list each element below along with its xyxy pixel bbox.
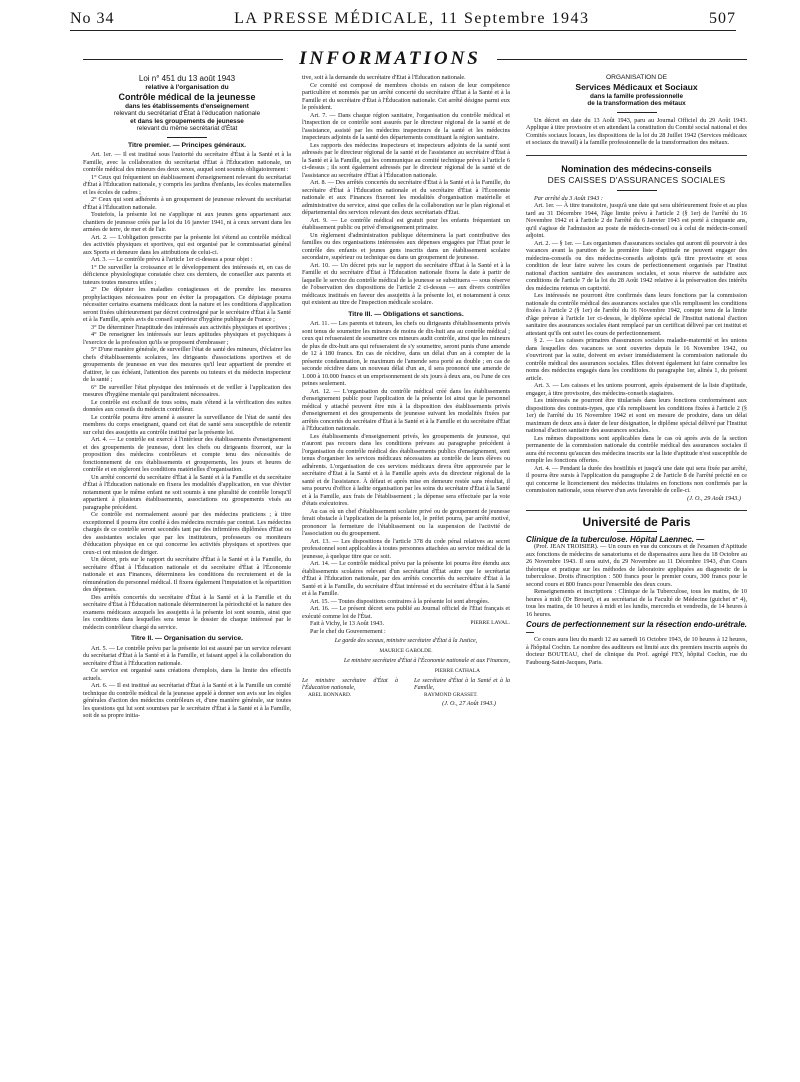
paragraph: Ce service est organisé sans créations d'emplois, dans la limite des effectifs actuels. <box>83 667 291 682</box>
paragraph: Les rapports des médecins inspecteurs et inspecteurs adjoints de la santé sont adressés par le directeur régional de la santé et de l'assistance au secrétaire d'État à la Santé et à la Famille, qui les communique au comité technique prévu à l'article 6 ci-dessus ; ils sont également adressés par le directeur régional de la santé et de l'assistance au secrétaire d'État à l'Éducation nationale. <box>302 141 510 179</box>
paragraph: Des arrêtés concertés du secrétaire d'État à la Santé et à la Famille et du secrétaire d'État à l'Éducation nationale détermineront la périodicité et la nature des examens médicaux auxquels les assujettis à la présente loi sont soumis, ainsi que les conditions dans lesquelles sera tenue le dossier de chaque intéressé par le médecin contrôleur chargé du service. <box>83 593 291 631</box>
minister-health: Le secrétaire d'État à la Santé et à la Famille, <box>414 678 510 691</box>
section-title: Titre premier. — Principes généraux. <box>127 141 247 149</box>
paragraph: Art. 12. — L'organisation du contrôle médical créé dans les établissements d'enseignement public pour l'application de la présente loi ainsi que le personnel médical y attaché peuvent être mis à la disposition des établissements privés d'enseignement et des groupements de jeunesse suivant les modalités fixées par arrêtés concertés du secrétaire d'État à la Santé et à la Famille et du secrétaire d'État à l'Éducation nationale. <box>302 387 510 432</box>
paragraph: 3° De déterminer l'inaptitude des intéressés aux activités physiques et sportives ; <box>91 323 291 331</box>
signature-block-health <box>414 678 510 700</box>
paragraph: Art. 16. — Le présent décret sera publié au Journal officiel de l'État français et exécuté comme loi de l'État. <box>302 605 510 620</box>
paragraph: 2° Ceux qui sont adhérents à un groupement de jeunesse relevant du secrétariat d'État à l'Éducation nationale. <box>83 196 291 211</box>
issue-number: No 34 <box>70 10 115 27</box>
journal-title: LA PRESSE MÉDICALE, 11 Septembre 1943 <box>234 10 590 27</box>
paragraph: Les intéressés ne pourront être confirmés dans leurs fonctions par la commission nationale du contrôle médical des assurances sociales que s'ils remplissent les conditions fixées à l'article 2 (§ 1er) de l'arrêté du 16 Novembre 1942, compte tenu de la limite d'âge prévue à l'article 1er ci-dessus, le diplôme spécial de l'Institut national d'action sanitaire des assurances sociales étant remplacé par un certificat délivré par cet institut et attestant qu'ils ont suivi les cours de perfectionnement. <box>526 292 747 337</box>
final-signatures <box>302 678 510 700</box>
paragraph: Art. 11. — Les parents et tuteurs, les chefs ou dirigeants d'établissements privés sont tenus de soumettre les mineurs de moins de dix-huit ans au contrôle médical ; ceux qui refuseraient de soumettre ces mineurs audit contrôle, ainsi que les mineurs de plus de dix-huit ans qui refuseraient de s'y soumettre, seront punis d'une amende de 12 à 180 francs. En cas de récidive, dans un délai d'un an à compter de la présente condamnation, le maximum de l'amende sera porté au double ; en cas de seconde récidive dans un nouveau délai d'un an, il sera prononcé une amende de 1.000 à 10.000 francs et un emprisonnement de six jours à deux ans, ou l'une de ces peines seulement. <box>302 320 510 387</box>
paragraph: Art. 2. — § 1er. — Les organismes d'assurances sociales qui auront dû pourvoir à des vacances avant la parution de la première liste d'aptitude ne peuvent engager des médecins-conseils ou des médecins-conseils adjoints qu'à titre provisoire et sous condition de leur faire suivre les cours de perfectionnement organisés par l'Institut national d'action sanitaire des assurances sociales, et sous réserve de satisfaire aux conditions de l'article 7 de la loi du 28 Août 1942 relative à la préservation des intérêts des médecins retenus en captivité. <box>526 239 747 292</box>
paragraph: § 2. — Les caisses primaires d'assurances sociales maladie-maternité et les unions dans lesquelles des vacances se sont ouvertes depuis le 16 Novembre 1942, ou s'ouvriront par la suite, doivent en aviser immédiatement la commission nationale du contrôle médical des assurances sociales. Elles doivent également lui faire connaître les noms des médecins engagés dans les conditions du paragraphe 1er, alinéa 1, du présent article. <box>526 337 747 382</box>
paragraph: Un arrêté concerté du secrétaire d'État à la Santé et à la Famille et du secrétaire d'État à l'Éducation nationale en fixera les modalités d'application, en vue d'éviter notamment que le même enfant ne soit soumis à une pluralité de contrôle lorsqu'il appartient à plusieurs établissements, associations ou groupements visés au paragraphe précédent. <box>83 473 291 511</box>
paragraph: Art. 3. — Le contrôle prévu à l'article 1er ci-dessus a pour objet : <box>91 256 253 263</box>
law-subtitle: relative à l'organisation du <box>145 84 229 91</box>
paragraph: 2° De dépister les maladies contagieuses et de prendre les mesures prophylactiques nécessaires pour en éviter la propagation. Ce dépistage pourra nécessiter certains examens médicaux dont la nature et les conditions d'application seront fixées ultérieurement par décret contresigné par le secrétaire d'État à la Santé et à la Famille, après avis du conseil supérieur d'hygiène publique de France ; <box>83 286 291 323</box>
paragraph: Art. 5. — Le contrôle prévu par la présente loi est assuré par un service relevant du secrétariat d'État à la Santé et à la Famille, et faisant appel à la collaboration du secrétaire d'État à l'Éducation nationale. <box>83 644 291 667</box>
paragraph: Les intéressés ne pourront être titularisés dans leurs fonctions conformément aux dispositions des contrats-types, que s'ils remplissent les conditions fixées à l'article 2 (§ 1er) de l'arrêté du 16 Novembre 1942 et sont en mesure de produire, dans un délai maximum de deux ans à dater de leur désignation, le diplôme spécial délivré par l'Institut national d'action sanitaire des assurances sociales. <box>526 397 747 434</box>
minister-economy: Le ministre secrétaire d'État à l'Économie nationale et aux Finances, <box>343 658 510 664</box>
paragraph: 5° D'une manière générale, de surveiller l'état de santé des mineurs, d'éclairer les chefs d'établissements scolaires, les dirigeants d'associations sportives et de groupements de jeunesse en vue des mesures qu'il leur appartient de prendre et d'attirer, le cas échéant, l'attention des parents ou tuteurs et du médecin inspecteur de la santé ; <box>83 346 291 383</box>
paragraph: Le contrôle est exclusif de tous soins, mais s'étend à la vérification des suites données aux conseils du médecin contrôleur. <box>83 398 291 413</box>
minister-education: Le ministre secrétaire d'État à l'Éducation nationale, <box>302 678 398 691</box>
signatory-bonnard: ABEL BONNARD. <box>308 692 352 698</box>
org-heading-2: Services Médicaux et Sociaux <box>575 81 698 92</box>
paragraph: Un règlement d'administration publique déterminera la part contributive des familles ou des organisations intéressées aux dépenses engagées par l'État pour le contrôle des enfants et jeunes gens inscrits dans un établissement scolaire secondaire, supérieur ou technique ou dans un groupement de jeunesse. <box>302 231 510 261</box>
paragraph: Art. 4. — Pendant la durée des hostilités et jusqu'à une date qui sera fixée par arrêté, il pourra être sursis à l'application du paragraphe 2 de l'article 8 de l'arrêté précité en ce qui concerne le licenciement des médecins titulaires en fonctions non confirmés par la commission nationale, sous réserve d'un avis favorable de celle-ci. <box>526 464 747 494</box>
page-number: 507 <box>709 10 736 27</box>
section-banner: INFORMATIONS <box>299 48 481 69</box>
law-title: Loi n° 451 du 13 août 1943 <box>138 74 236 83</box>
paragraph: Art. 1er. — À titre transitoire, jusqu'à une date qui sera ultérieurement fixée et au plus tard au 31 Décembre 1944, l'âge limite prévu à l'article 2 (§ 1er) de l'arrêté du 16 Novembre 1942 et à l'article 2 de l'arrêté du 6 Janvier 1943 est porté à cinquante ans, qu'il s'agisse de l'admission au poste de médecin-conseil ou à celui de médecin-conseil adjoint. <box>526 202 747 239</box>
paragraph: Ce contrôle est normalement assuré par des médecins praticiens ; à titre exceptionnel il pourra être confié à des médecins recrutés par contrat. Les médecins chargés de ce contrôle seront secondés tant par des infirmières diplômées d'État ou des assistantes sociales que par les instituteurs, professeurs ou moniteurs d'éducation physique en ce qui concerne les activités physiques et sportives que ceux-ci ont mission de diriger. <box>83 511 291 556</box>
divider <box>617 190 657 191</box>
clinic-heading: Clinique de la tuberculose. Hôpital Laennec. — <box>526 534 705 544</box>
paragraph: Art. 10. — Un décret pris sur le rapport du secrétaire d'État à la Santé et à la Famille et du secrétaire d'État à l'Éducation nationale fixera la date à partir de laquelle le service du contrôle médical de la jeunesse se substituera — sous réserve de l'observation des dispositions de l'article 2 ci-dessus — aux divers contrôles médicaux institués en faveur des assujettis à la présente loi, et notamment à ceux qui existent au titre de l'inspection médicale scolaire. <box>302 261 510 306</box>
paragraph: Le contrôle pourra être amené à assurer la surveillance de l'état de santé des membres du corps enseignant, quand cet état de santé sera susceptible de retentir sur celui des assujettis au contrôle institué par la présente loi. <box>83 413 291 436</box>
paragraph: 1° De surveiller la croissance et le développement des intéressés et, en cas de déficience physiologique constatée chez ces derniers, de conseiller aux parents et tuteurs toutes mesures utiles ; <box>83 263 291 286</box>
paragraph: Art. 4. — Le contrôle est exercé à l'intérieur des établissements d'enseignement et des groupements de jeunesse, dont les chefs ou dirigeants fixeront, sur la proposition des médecins contrôleurs et compte tenu des nécessités de fonctionnement de ces établissements et groupements, les jours et heures de contrôle et en règleront les conditions matérielles d'organisation. <box>83 436 291 473</box>
government-line: Par le chef du Gouvernement : <box>310 627 386 635</box>
paragraph: Renseignements et inscriptions : Clinique de la Tuberculose, tous les matins, de 10 heures à midi (Dr Brouet), et au secrétariat de la Faculté de Médecine (guichet n° 4), tous les matins, de 10 heures à midi et les lundis, mercredis et vendredis, de 14 heures à 16 heures. <box>526 588 747 618</box>
paragraph: Les mêmes dispositions sont applicables dans le cas où après avis de la section permanente de la commission nationale du contrôle médical des assurances sociales il aura été reconnu qu'aucun des médecins inscrits sur la liste d'aptitude n'est susceptible de remplir les fonctions offertes. <box>526 434 747 464</box>
journal-officiel-ref: (J. O., 29 Août 1943.) <box>687 494 741 502</box>
section-title: Titre III. — Obligations et sanctions. <box>348 310 464 318</box>
paragraph: Art. 9. — Le contrôle médical est gratuit pour les enfants fréquentant un établissement public ou privé d'enseignement primaire. <box>302 216 510 231</box>
signature-block-education <box>302 678 398 700</box>
paragraph: 4° De renseigner les intéressés sur leurs aptitudes physiques et psychiques à l'exercice de la profession qu'ils se proposent d'embrasser ; <box>83 331 291 346</box>
law-line-4: relevant du même secrétariat d'État <box>136 125 238 132</box>
org-heading-3: dans la famille professionnelle <box>589 92 684 100</box>
paragraph: Un décret, pris sur le rapport du secrétaire d'État à la Santé et à la Famille, du secrétaire d'État à l'Éducation nationale et du secrétaire d'État à l'Économie nationale et aux Finances, déterminera les conditions du recrutement et de la rémunération du personnel médical. Il fixera également l'imputation et la répartition des dépenses. <box>83 556 291 593</box>
paragraph: Au cas où un chef d'établissement scolaire privé ou de groupement de jeunesse ferait obstacle à l'application de la présente loi, le préfet pourra, par arrêté motivé, prononcer la fermeture de l'établissement ou la suspension de l'activité de l'association ou du groupement. <box>302 507 510 537</box>
paragraph: Art. 2. — L'obligation prescrite par la présente loi s'étend au contrôle médical des activités physiques et sportives, qui est organisé par le commissariat général aux Sports et demeure dans les attributions de celui-ci. <box>83 233 291 256</box>
divider <box>617 112 657 113</box>
signature-line <box>302 620 510 628</box>
divider <box>617 531 657 532</box>
divider <box>167 137 207 138</box>
column-left <box>83 74 291 1064</box>
paragraph: 1° Ceux qui fréquentent un établissement d'enseignement relevant du secrétariat d'État à l'Éducation nationale, y compris les jardins d'enfants, les écoles maternelles et les écoles de cadres ; <box>83 173 291 196</box>
paragraph: Art. 14. — Le contrôle médical prévu par la présente loi pourra être étendu aux établissements scolaires relevant d'un secrétariat d'État autre que le secrétariat d'État à l'Éducation nationale, par des arrêtés concertés du secrétaire d'État à la Santé et à la Famille, du secrétaire d'État intéressé et du secrétaire d'État à la Santé et à la Famille. <box>302 560 510 597</box>
banner-rule-left <box>83 59 283 60</box>
org-heading-1: ORGANISATION DE <box>605 74 668 81</box>
nomination-subtitle: DES CAISSES D'ASSURANCES SOCIALES <box>547 174 726 185</box>
decree-intro: Par arrêté du 3 Août 1943 : <box>534 194 603 202</box>
paragraph: Ce cours aura lieu du mardi 12 au samedi 16 Octobre 1943, de 10 heures à 12 heures, à l'hôpital Cochin. Le nombre des auditeurs est limité aux dix premiers inscrits auprès du docteur BOUTEAU, chef de clinique du Prof. agrégé FEY, hôpital Cochin, rue du Faubourg-Saint-Jacques, Paris. <box>526 636 747 666</box>
university-title: Université de Paris <box>582 515 691 529</box>
course-heading: Cours de perfectionnement sur la résection endo-urétrale. — <box>526 620 747 637</box>
paragraph: Les établissements d'enseignement privés, les groupements de jeunesse, qui n'auront pas recours dans les conditions prévues au paragraphe précédent à l'organisation du contrôle médical des établissements publics d'enseignement, sont tenus d'organiser les services médicaux nécessaires au contrôle de leurs élèves ou adhérents. L'organisation de ces services médicaux devra être approuvée par le secrétaire d'État à la Santé et à la Famille après avis du directeur régional de la santé et de l'assistance. À défaut et après mise en demeure restée sans résultat, il sera pourvu d'office à ladite organisation par les soins du secrétaire d'État à la Santé et à la Famille, aux frais de l'établissement ; la dépense sera effectuée par la voie d'états exécutoires. <box>302 432 510 507</box>
paragraph: Ce comité est composé de membres choisis en raison de leur compétence particulière et nommés par un arrêté concerté du secrétaire d'État à la Santé et à la Famille et du secrétaire d'État à l'Éducation nationale. Cet arrêté désigne parmi eux le président. <box>302 81 510 111</box>
page-header <box>70 8 736 31</box>
nomination-title: Nomination des médecins-conseils <box>561 163 712 174</box>
paragraph: Art. 3. — Les caisses et les unions pourront, après épuisement de la liste d'aptitude, engager, à titre provisoire, des médecins-conseils stagiaires. <box>526 382 747 397</box>
paragraph: Art. 6. — Il est institué au secrétariat d'État à la Santé et à la Famille un comité technique du contrôle médical de la jeunesse appelé à donner son avis sur les règles générales d'action des médecins contrôleurs et, d'une manière générale, sur toutes les questions qui lui sont soumises par le secrétaire d'État à la Santé et à la Famille, soit de sa propre initia- <box>83 682 291 719</box>
paragraph: Art. 7. — Dans chaque région sanitaire, l'organisation du contrôle médical et l'inspection de ce contrôle sont assurés par le directeur régional de la santé et de l'assistance, assisté par les médecins inspecteurs de la santé et les médecins inspecteurs adjoints de la santé des départements constituant la région sanitaire. <box>302 111 510 141</box>
section-separator <box>526 510 747 511</box>
signatory-grasset: RAYMOND GRASSET. <box>424 692 478 698</box>
signatory-laval: PIERRE LAVAL. <box>470 620 510 626</box>
law-line-2: relevant du secrétariat d'État à l'éducation nationale <box>113 110 261 117</box>
section-title: Titre II. — Organisation du service. <box>130 635 244 642</box>
paragraph: Art. 15. — Toutes dispositions contraires à la présente loi sont abrogées. <box>310 597 490 605</box>
law-main-title: Contrôle médical de la jeunesse <box>118 91 256 102</box>
paragraph: Art. 13. — Les dispositions de l'article 378 du code pénal relatives au secret professionnel sont applicables à toutes personnes attachées au service médical de la jeunesse, à quelque titre que ce soit. <box>302 537 510 560</box>
paragraph: tive, soit à la demande du secrétaire d'État à l'Éducation nationale. <box>302 74 466 81</box>
paragraph: Toutefois, la présente loi ne s'applique ni aux jeunes gens appartenant aux chantiers de jeunesse créés par la loi du 16 janvier 1941, ni à ceux servant dans les armées de terre, de mer et de l'air. <box>83 211 291 233</box>
banner-rule-right <box>497 59 747 60</box>
section-separator <box>526 155 747 156</box>
column-middle <box>302 74 510 754</box>
signatory-cathala: PIERRE CATHALA <box>434 668 480 674</box>
paragraph: (Prof. JEAN TROISIER). — Un cours en vue du concours et de l'examen d'Aptitude aux fonctions de médecins de sanatoriums et de dispensaires aura lieu du 18 Octobre au 26 Novembre 1943. Il sera suivi, du 29 Novembre au 11 Décembre 1943, d'un Cours théorique et pratique sur les méthodes de laboratoire appliquées au diagnostic de la tuberculose. Droits d'inscription : 500 francs pour le premier cours, 300 francs pour le second cours et 800 francs pour l'ensemble des deux cours. <box>526 543 747 588</box>
minister-justice: Le garde des sceaux, ministre secrétaire d'État à la Justice, <box>334 638 478 644</box>
paragraph: Un décret en date du 13 Août 1943, paru au Journal Officiel du 29 Août 1943. Applique à titre provisoire et en attendant la constitution du Comité social national et des Comités sociaux locaux, les dispositions de la loi du 28 Juillet 1942 (Services médicaux et sociaux du travail) à la famille professionnelle de la transformation des métaux. <box>526 116 747 146</box>
paragraph: Art. 1er. — Il est institué sous l'autorité du secrétaire d'État à la Santé et à la Famille, avec la collaboration du secrétariat d'État à l'Éducation nationale, un contrôle médical des mineurs des deux sexes, auquel sont soumis obligatoirement : <box>83 151 291 173</box>
paragraph: 6° De surveiller l'état physique des intéressés et de veiller à l'application des mesures d'hygiène mentale qui paraîtraient nécessaires. <box>83 383 291 398</box>
law-line-3: et dans les groupements de jeunesse <box>130 117 244 125</box>
signatory-gabolde: MAURICE GABOLDE. <box>379 648 433 654</box>
paragraph: Art. 8. — Des arrêtés concertés du secrétaire d'État à la Santé et à la Famille, du secrétaire d'État à l'Éducation nationale et du secrétaire d'État à l'Économie nationale et aux Finances fixeront les modalités d'organisation matérielle et administrative du service, ainsi que celles de la collaboration sur le plan régional et départemental des services relevant des deux secrétariats d'État. <box>302 179 510 216</box>
place-date: Fait à Vichy, le 13 Août 1943. <box>310 620 385 627</box>
law-line-1: dans les établissements d'enseignement <box>125 102 249 110</box>
journal-officiel-ref: (J. O., 27 Août 1943.) <box>442 699 496 707</box>
org-heading-4: de la transformation des métaux <box>587 100 686 107</box>
column-right <box>526 74 747 1044</box>
